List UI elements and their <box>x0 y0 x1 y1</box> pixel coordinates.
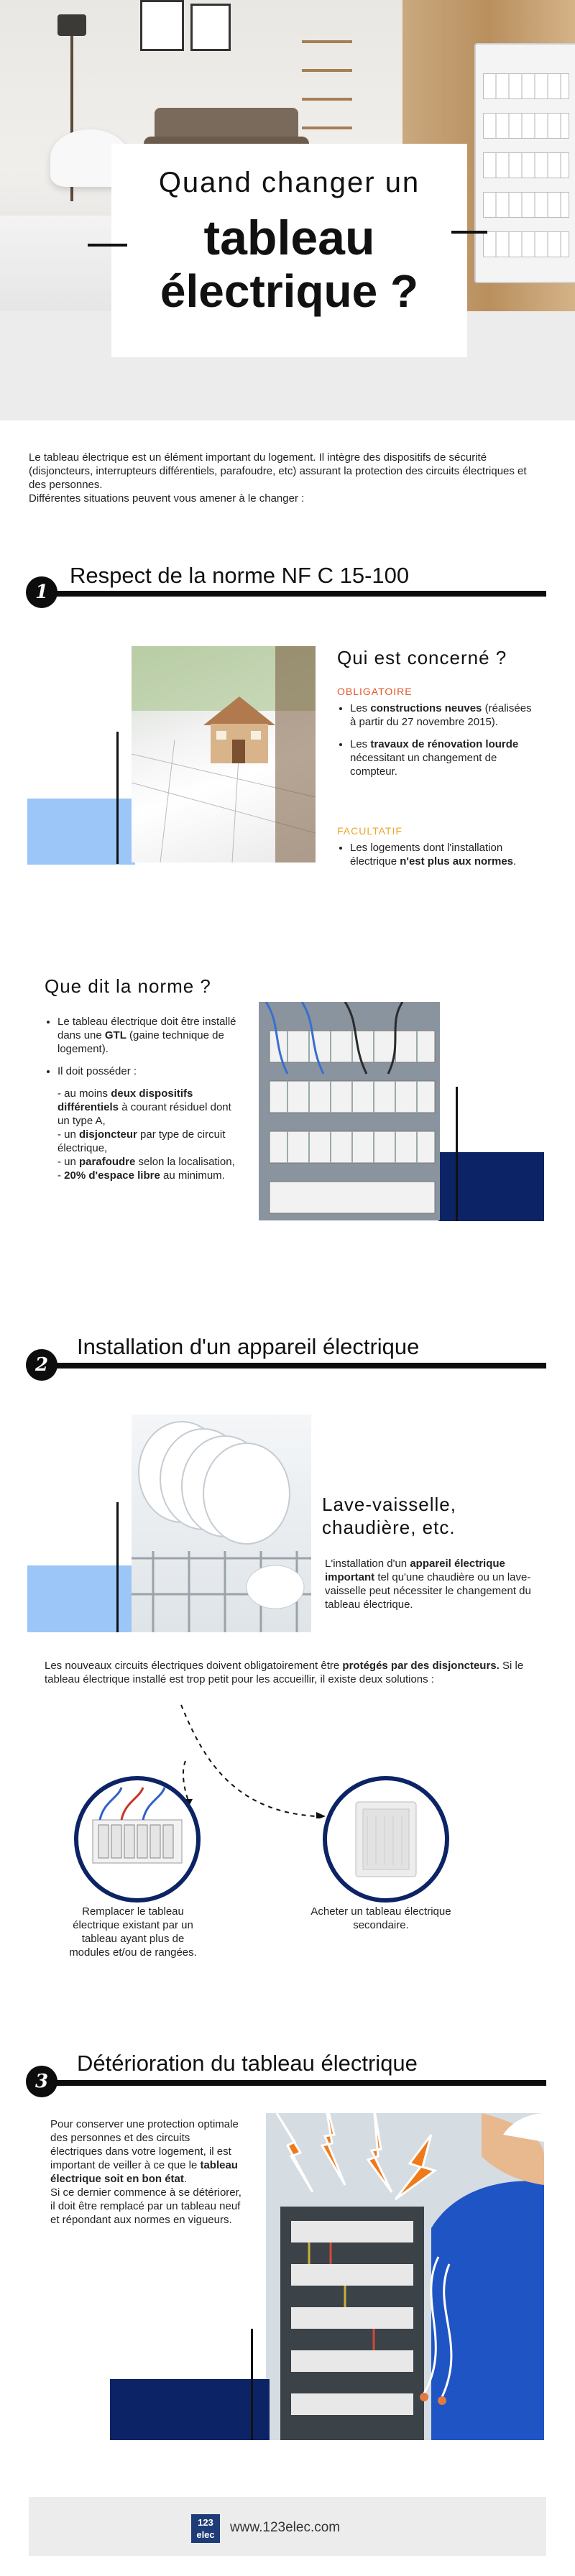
optional-list <box>337 841 538 877</box>
vertical-line <box>251 2329 253 2440</box>
section-title-3: Détérioration du tableau électrique <box>77 2051 418 2076</box>
logo-text-1: 123 <box>198 2517 213 2528</box>
mandatory-list <box>337 702 538 787</box>
appliance-text: L'installation d'un appareil électrique important tel qu'une chaudière ou un lave-vaisselle peut nécessiter le changement du tableau électrique. <box>325 1558 531 1611</box>
mandatory-label: OBLIGATOIRE <box>337 686 413 697</box>
appliance-title-1: Lave-vaisselle, <box>322 1494 456 1515</box>
page-title-line3: électrique ? <box>160 265 419 317</box>
appliance-title-2: chaudière, etc. <box>322 1517 456 1538</box>
concerned-title: Qui est concerné ? <box>337 647 507 668</box>
norm-list <box>45 1015 246 1191</box>
blue-block <box>27 799 135 865</box>
page-title-line1: Quand changer un <box>158 167 420 198</box>
dishwasher-photo <box>132 1414 311 1632</box>
list-item: • Les logements dont l'installation électrique n'est plus aux normes. <box>350 841 538 868</box>
dark-blue-block <box>438 1152 544 1221</box>
section-number-2: 2 <box>26 1349 58 1381</box>
list-item: • Les travaux de rénovation lourde nécessitant un changement de compteur. <box>350 737 538 778</box>
dark-blue-block <box>110 2379 270 2440</box>
list-item: • Le tableau électrique doit être installé dans une GTL (gaine technique de logement). <box>58 1015 246 1056</box>
website-link[interactable]: www.123elec.com <box>230 2520 341 2535</box>
lightning-icon <box>266 2084 482 2228</box>
section-title-2: Installation d'un appareil électrique <box>77 1334 420 1359</box>
list-item: • Les constructions neuves (réalisées à partir du 27 novembre 2015). <box>350 702 538 729</box>
section-number-1: 1 <box>26 576 58 608</box>
circle-secondary-panel <box>323 1776 449 1903</box>
solution-left-text: Remplacer le tableau électrique existant par un tableau ayant plus de modules et/ou de rangées. <box>69 1905 197 1959</box>
blue-block <box>27 1565 135 1632</box>
section-bar <box>43 1363 546 1368</box>
floor-lamp-head <box>58 14 86 36</box>
vertical-line <box>116 732 119 864</box>
vertical-line <box>116 1502 119 1632</box>
vertical-line <box>456 1087 458 1221</box>
wall-frame <box>140 0 184 51</box>
electrical-cabinet <box>474 43 575 283</box>
circle-panel-replace <box>74 1776 201 1903</box>
intro-text: Le tableau électrique est un élément important du logement. Il intègre des dispositifs de sécurité (disjoncteurs, interrupteurs différentiels, parafoudre, etc) assurant la protection des circuits électriques et des personnes. Différentes situations peuvent vous amener à le changer : <box>29 451 527 505</box>
wall-frame <box>190 4 231 51</box>
logo-text-2: elec <box>196 2529 215 2540</box>
breaker-panel-photo <box>259 1002 440 1220</box>
deterioration-text: Pour conserver une protection optimale des personnes et des circuits électriques dans votre logement, il est important de veiller à ce que le tableau électrique soit en bon état. Si ce dernier commence à se détériorer, il doit être remplacé par un tableau neuf et répondant aux normes en vigueurs. <box>50 2118 242 2226</box>
section-bar <box>43 591 546 597</box>
list-item: • Il doit posséder : - au moins deux dispositifs différentiels à courant résiduel dont un type A, - un disjoncteur par type de circuit électrique, - un parafoudre selon la localisation, - 20% d'espace libre au minimum. <box>58 1064 246 1182</box>
house-plan-photo <box>132 646 316 862</box>
optional-label: FACULTATIF <box>337 825 402 837</box>
norm-title: Que dit la norme ? <box>45 975 211 997</box>
page-title-line2: tableau <box>203 211 375 265</box>
bookshelf <box>302 14 352 129</box>
solutions-intro: Les nouveaux circuits électriques doivent obligatoirement être protégés par des disjoncteurs. Si le tableau électrique installé est trop petit pour les accueillir, il existe deux solutions : <box>45 1660 524 1685</box>
section-title-1: Respect de la norme NF C 15-100 <box>70 563 410 588</box>
brand-logo <box>191 2514 220 2543</box>
section-number-3: 3 <box>26 2066 58 2097</box>
solution-right-text: Acheter un tableau électrique secondaire. <box>310 1905 451 1931</box>
dashed-arrow <box>172 1703 345 1818</box>
